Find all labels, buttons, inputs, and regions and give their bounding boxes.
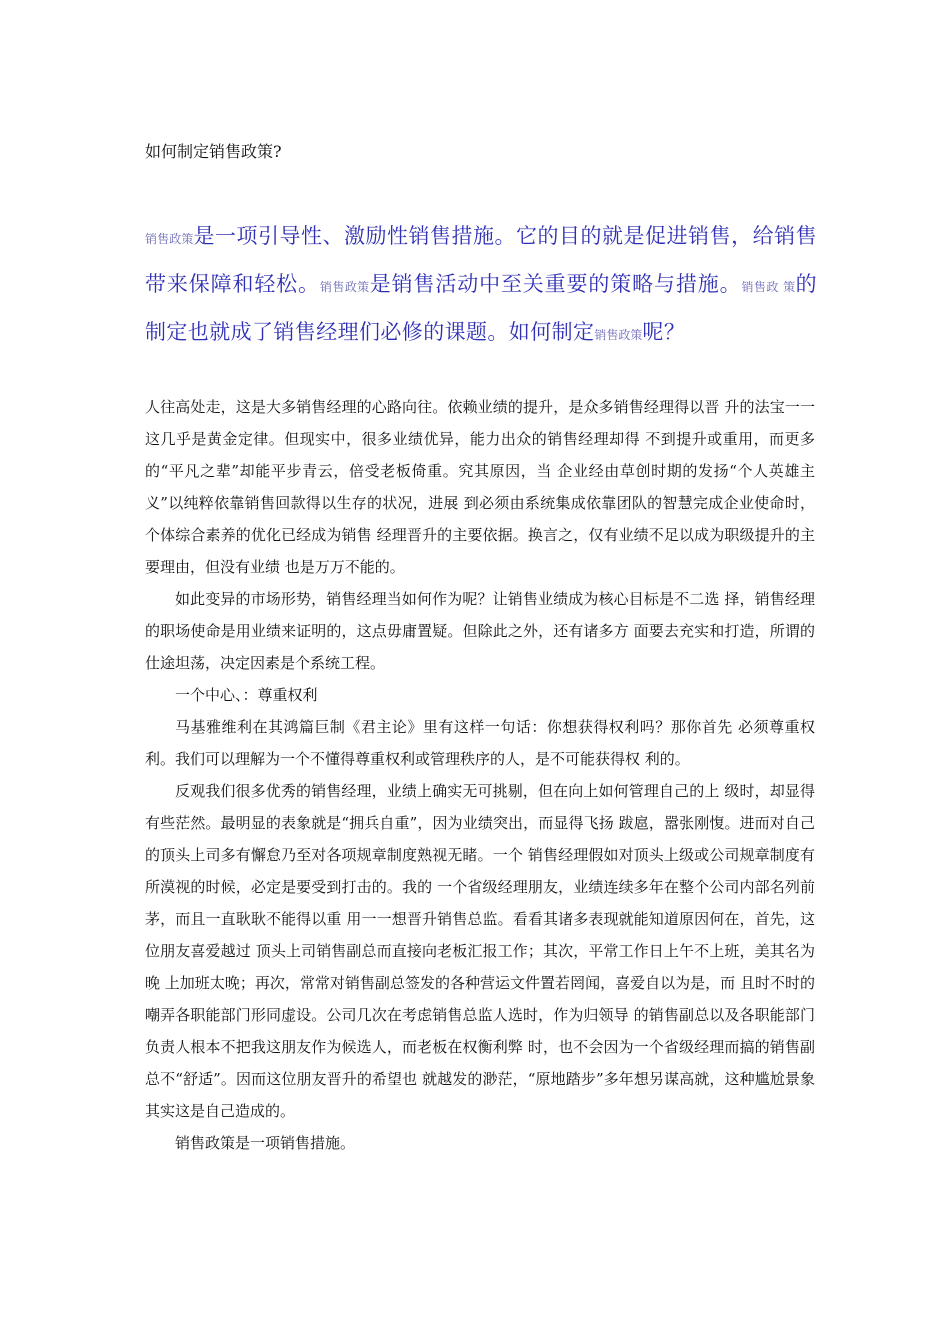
intro-sentence-1: 是一项引导性、激励性销售措施。它的目的就是促进销售，给销售带来保障和轻松。 <box>145 224 817 296</box>
body-paragraph-3: 马基雅维利在其鸿篇巨制《君主论》里有这样一句话：你想获得权利吗？那你首先 必须尊重权利。我们可以理解为一个不懂得尊重权利或管理秩序的人，是不可能获得权 利的。 <box>145 718 815 768</box>
section-heading: 一个中心、：尊重权利 <box>175 686 318 704</box>
intro-term-4: 销售政策 <box>594 328 643 342</box>
intro-paragraph <box>145 214 817 358</box>
intro-sentence-2: 是销售活动中至关重要的策略与措施。 <box>369 272 742 296</box>
body-paragraph-1: 人往高处走，这是大多销售经理的心路向往。依赖业绩的提升，是众多销售经理得以晋 升的法宝一一这几乎是黄金定律。但现实中，很多业绩优异，能力出众的销售经理却得 不到提升或重用，而更多的“平凡之辈”却能平步青云，倍受老板倚重。究其原因，当 企业经由草创时期的发扬“个人英雄主义”以纯粹依靠销售回款得以生存的状况，进展 到必须由系统集成依靠团队的智慧完成企业使命时，个体综合素养的优化已经成为销售 经理晋升的主要依据。换言之，仅有业绩不足以成为职级提升的主要理由，但没有业绩 也是万万不能的。 <box>145 398 815 576</box>
intro-sentence-3: 的制定也就成了销售经理们必修的课题。如何制定 <box>145 272 817 344</box>
intro-term-1: 销售政策 <box>145 232 194 246</box>
body-paragraph-2: 如此变异的市场形势，销售经理当如何作为呢？让销售业绩成为核心目标是不二选 择，销售经理的职场使命是用业绩来证明的，这点毋庸置疑。但除此之外，还有诸多方 面要去充实和打造，所谓的仕途坦荡，决定因素是个系统工程。 <box>145 590 815 672</box>
document-title: 如何制定销售政策? <box>145 142 282 161</box>
intro-term-2: 销售政策 <box>319 280 370 294</box>
document-body <box>145 391 815 1159</box>
intro-sentence-4: 呢？ <box>642 320 686 344</box>
body-paragraph-4: 反观我们很多优秀的销售经理，业绩上确实无可挑剔，但在向上如何管理自己的上 级时，却显得有些茫然。最明显的表象就是“拥兵自重”，因为业绩突出，而显得飞扬 跋扈，嚣张刚愎。进而对自己的顶头上司多有懈怠乃至对各项规章制度熟视无睹。一个 销售经理假如对顶头上级或公司规章制度有所漠视的时候，必定是要受到打击的。我的 一个省级经理朋友，业绩连续多年在整个公司内部名列前茅，而且一直耿耿不能得以重 用一一想晋升销售总监。看看其诸多表现就能知道原因何在，首先，这位朋友喜爱越过 顶头上司销售副总而直接向老板汇报工作；其次，平常工作日上午不上班，美其名为晚 上加班太晚；再次，常常对销售副总签发的各种营运文件置若罔闻，喜爱自以为是，而 且时不时的嘲弄各职能部门形同虚设。公司几次在考虑销售总监人选时，作为归领导 的销售副总以及各职能部门负责人根本不把我这朋友作为候选人，而老板在权衡利弊 时，也不会因为一个省级经理而搞的销售副总不“舒适”。因而这位朋友晋升的希望也 就越发的渺茫，“原地踏步”多年想另谋高就，这种尴尬景象其实这是自己造成的。 <box>145 782 815 1120</box>
intro-term-3: 销售政 策 <box>741 280 796 294</box>
body-paragraph-5: 销售政策是一项销售措施。 <box>175 1134 356 1152</box>
